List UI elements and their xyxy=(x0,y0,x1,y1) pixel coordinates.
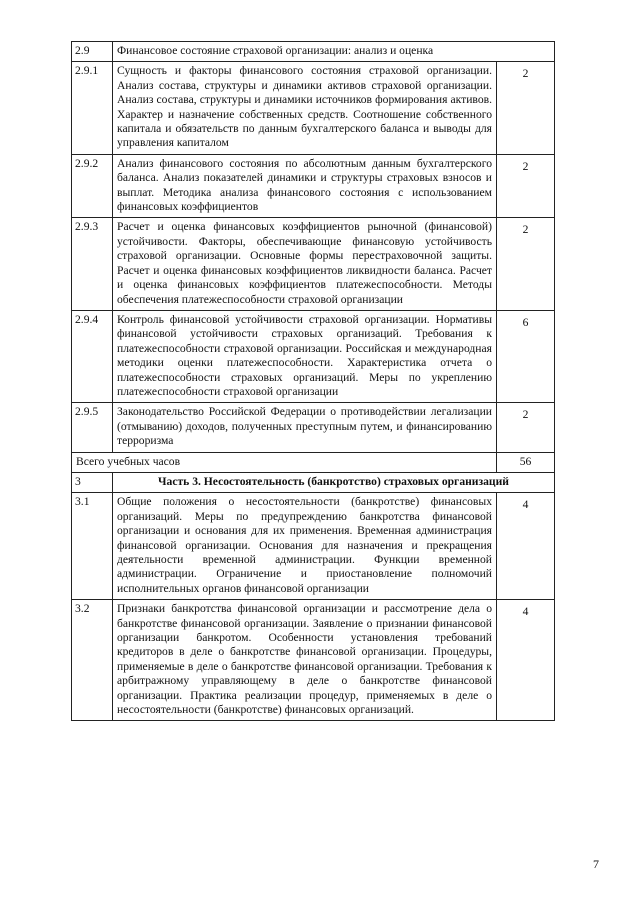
row-description: Контроль финансовой устойчивости страховой организации. Нормативы финансовой устойчивости страховых организаций. Требования к платежеспособности страховой организации. Российская и международная методики оценки платежеспособности. Характеристика отчета о платежеспособности страховых организаций. Меры по укреплению платежеспособности страховой организации xyxy=(113,310,497,402)
row-number: 3 xyxy=(72,472,113,492)
row-description: Анализ финансового состояния по абсолютным данным бухгалтерского баланса. Анализ показателей динамики и структуры страховых взносов и выплат. Методика анализа финансового состояния с использованием финансовых коэффициентов xyxy=(113,154,497,218)
table-row xyxy=(72,154,555,218)
total-label: Всего учебных часов xyxy=(72,452,497,472)
section-title: Финансовое состояние страховой организации: анализ и оценка xyxy=(113,42,555,62)
part-row xyxy=(72,472,555,492)
table-row xyxy=(72,600,555,721)
table-row xyxy=(72,310,555,402)
row-hours: 6 xyxy=(497,310,555,402)
row-description: Признаки банкротства финансовой организации и рассмотрение дела о банкротстве финансовой организации. Заявление о признании финансовой организации банкротом. Особенности установления требований кредиторов в деле о банкротстве финансовой организации. Процедуры, применяемые в деле о банкротстве финансовой организации. Требования к арбитражному управляющему в деле о банкротстве финансовой организации. Практика реализации процедур, применяемых в деле о несостоятельности (банкротстве) финансовых организаций. xyxy=(113,600,497,721)
table-row xyxy=(72,493,555,600)
row-number: 2.9 xyxy=(72,42,113,62)
row-hours: 4 xyxy=(497,600,555,721)
row-number: 2.9.2 xyxy=(72,154,113,218)
row-number: 2.9.3 xyxy=(72,218,113,310)
row-number: 3.2 xyxy=(72,600,113,721)
row-description: Законодательство Российской Федерации о противодействии легализации (отмыванию) доходов, полученных преступным путем, и финансированию терроризма xyxy=(113,403,497,452)
row-hours: 2 xyxy=(497,154,555,218)
section-row xyxy=(72,42,555,62)
row-hours: 2 xyxy=(497,403,555,452)
row-number: 2.9.1 xyxy=(72,62,113,154)
row-number: 3.1 xyxy=(72,493,113,600)
curriculum-table xyxy=(71,41,555,721)
row-description: Общие положения о несостоятельности (банкротстве) финансовых организаций. Меры по предупреждению банкротства финансовой организации и основания для их применения. Временная администрация финансовой организации. Основания для назначения и прекращения деятельности временной администрации. Функции временной администрации. Ограничение и приостановление полномочий исполнительных органов финансовой организации xyxy=(113,493,497,600)
part-title: Часть 3. Несостоятельность (банкротство) страховых организаций xyxy=(113,472,555,492)
table-row xyxy=(72,403,555,452)
row-description: Сущность и факторы финансового состояния страховой организации. Анализ состава, структуры и динамики активов страховой организации. Анализ состава, структуры и динамики источников формирования активов. Характер и назначение собственных средств. Соотношение собственного капитала и обязательств по данным бухгалтерского баланса и выводы для управления капиталом xyxy=(113,62,497,154)
total-row xyxy=(72,452,555,472)
row-number: 2.9.5 xyxy=(72,403,113,452)
row-number: 2.9.4 xyxy=(72,310,113,402)
row-hours: 2 xyxy=(497,62,555,154)
row-hours: 2 xyxy=(497,218,555,310)
table-row xyxy=(72,218,555,310)
row-description: Расчет и оценка финансовых коэффициентов рыночной (финансовой) устойчивости. Факторы, обеспечивающие финансовую устойчивость страховой организации. Основные формы перестраховочной защиты. Расчет и оценка финансовых коэффициентов ликвидности баланса. Расчет и оценка финансовых коэффициентов платежеспособности. Методы обеспечения платежеспособности страховой организации xyxy=(113,218,497,310)
row-hours: 4 xyxy=(497,493,555,600)
page-number: 7 xyxy=(593,857,599,871)
table-row xyxy=(72,62,555,154)
total-hours: 56 xyxy=(497,452,555,472)
